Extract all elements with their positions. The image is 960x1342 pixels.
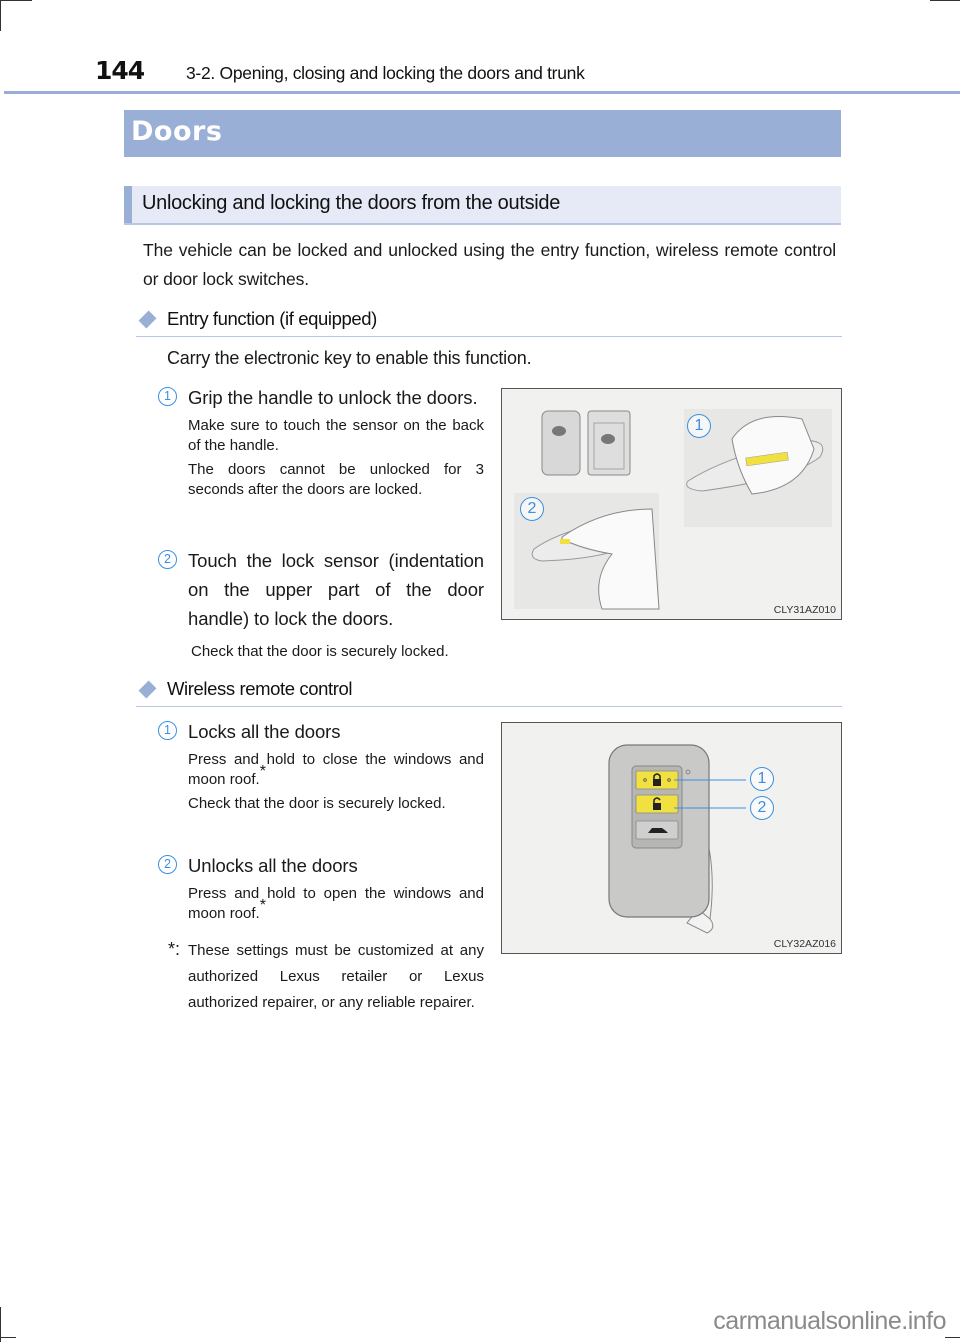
page-number: 144	[95, 56, 145, 85]
crop-mark-bottom-right-h	[945, 1337, 960, 1338]
watermark: carmanualsonline.info	[713, 1307, 946, 1335]
item-note	[188, 750, 484, 790]
number-2-icon: 2	[158, 550, 177, 569]
intro-paragraph: The vehicle can be locked and unlocked using the entry function, wireless remote control or door lock switches.	[143, 240, 836, 289]
topic-entry-function	[136, 306, 842, 337]
item-note: The doors cannot be unlocked for 3 seconds after the doors are locked.	[188, 461, 484, 498]
entry-item-1	[158, 383, 484, 500]
item-title: Touch the lock sensor (indentation on the upper part of the door handle) to lock the doors.	[188, 550, 484, 629]
item-note	[188, 884, 484, 924]
entry-lead-text: Carry the electronic key to enable this function.	[167, 348, 532, 368]
item-title: Locks all the doors	[188, 721, 341, 742]
remote-key-figure	[501, 722, 842, 954]
topic-heading: Entry function (if equipped)	[167, 308, 377, 329]
crop-mark-top-right-h	[930, 0, 960, 1]
subsection-heading-bar	[124, 186, 841, 225]
diamond-bullet-icon	[139, 681, 157, 699]
remote-item-1	[158, 717, 484, 814]
topic-wireless-remote	[136, 676, 842, 707]
figure-id: CLY31AZ010	[773, 604, 836, 616]
remote-item-2	[158, 851, 484, 924]
callout-2-icon: 2	[520, 497, 544, 521]
callout-1-icon: 1	[750, 767, 774, 791]
number-2-icon: 2	[158, 855, 177, 874]
number-1-icon: 1	[158, 721, 177, 740]
item-title: Grip the handle to unlock the doors.	[188, 387, 478, 408]
header-rule	[4, 91, 960, 94]
number-1-icon: 1	[158, 387, 177, 406]
footnote-text: These settings must be customized at any authorized Lexus retailer or Lexus authorized repairer, or any reliable repairer.	[188, 942, 484, 1011]
section-heading-bar	[124, 110, 841, 157]
item-note: Check that the door is securely locked.	[191, 643, 449, 660]
entry-function-figure	[501, 388, 842, 620]
callout-2-icon: 2	[750, 796, 774, 820]
crop-mark-bottom-left-h	[0, 1337, 16, 1338]
subsection-accent	[124, 186, 132, 223]
item-title: Unlocks all the doors	[188, 855, 358, 876]
diamond-bullet-icon	[139, 311, 157, 329]
chapter-title: 3-2. Opening, closing and locking the doors and trunk	[186, 63, 585, 83]
crop-mark-top-left-h	[0, 0, 32, 1]
crop-mark-top-left-v	[0, 0, 1, 31]
figure-id: CLY32AZ016	[773, 938, 836, 950]
note-text: Press and hold to open the windows and moon roof.	[188, 885, 484, 922]
footnote-mark: *	[259, 897, 266, 914]
callout-1-icon: 1	[687, 414, 711, 438]
topic-heading: Wireless remote control	[167, 678, 353, 699]
item-note: Check that the door is securely locked.	[188, 795, 446, 812]
footnote-mark: *	[259, 763, 266, 780]
entry-item-2	[158, 546, 484, 633]
footnote-mark: *:	[168, 939, 181, 959]
item-note: Make sure to touch the sensor on the back of the handle.	[188, 417, 484, 454]
door-handle-illustration	[502, 389, 841, 619]
section-title: Doors	[131, 116, 223, 147]
smart-key-illustration	[502, 723, 841, 953]
subsection-title: Unlocking and locking the doors from the outside	[142, 192, 561, 214]
footnote	[168, 938, 484, 1016]
note-text: Press and hold to close the windows and moon roof.	[188, 751, 484, 788]
